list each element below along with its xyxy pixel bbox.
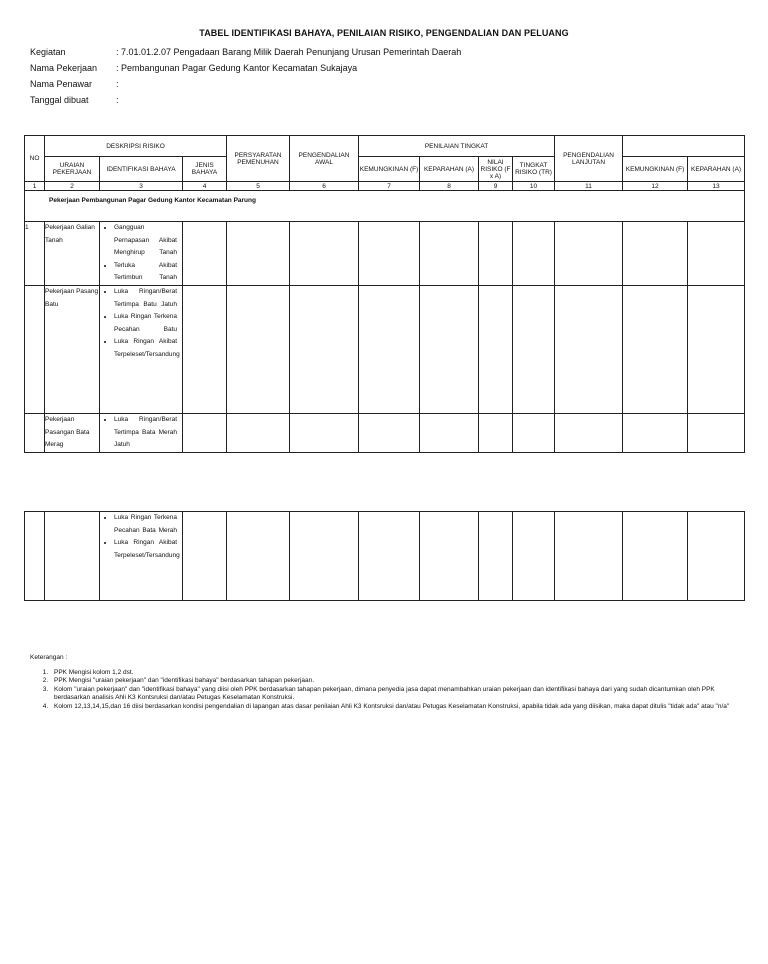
cell <box>359 222 420 286</box>
header-pengendalian-lanjutan: PENGENDALIAN LANJUTAN <box>555 136 623 182</box>
hazard-item: • Luka Ringan Terkena Pecahan Bata Merah <box>114 512 179 537</box>
identifikasi-bahaya <box>100 414 183 453</box>
col-number: 9 <box>479 182 513 191</box>
header-keparahan: KEPARAHAN (A) <box>420 157 479 182</box>
cell <box>290 222 359 286</box>
cell <box>420 414 479 453</box>
cell <box>420 512 479 601</box>
hazard-item: • Luka Ringan Akibat Terpeleset/Tersandung <box>114 336 179 361</box>
cell <box>513 286 555 414</box>
hazard-item: • Terluka Akibat Tertimbun Tanah <box>114 260 179 285</box>
table-row <box>25 414 745 453</box>
header-penilaian-tingkat: PENILAIAN TINGKAT <box>359 136 555 157</box>
col-number: 1 <box>25 182 45 191</box>
header-kemungkinan-2: KEMUNGKINAN (F) <box>623 157 688 182</box>
cell <box>555 286 623 414</box>
identifikasi-bahaya <box>100 512 183 601</box>
col-number: 6 <box>290 182 359 191</box>
note-item: 4. Kolom 12,13,14,15,dan 16 diisi berdasarkan kondisi pengendalian di lapangan atas dasar penilaian Ahli K3 Kontsruksi dan/atau Petugas Keselamatan Konstruksi, apabila tidak ada yang diisikan, maka dapat ditulis "tidak ada" atau "n/a" <box>50 703 740 711</box>
cell <box>555 222 623 286</box>
meta-value: : Pembangunan Pagar Gedung Kantor Kecamatan Sukajaya <box>116 63 358 73</box>
hazard-item: • Luka Ringan Terkena Pecahan Batu <box>114 311 179 336</box>
col-number: 5 <box>227 182 290 191</box>
meta-label: Nama Penawar <box>30 79 93 89</box>
uraian-pekerjaan: Pekerjaan Galian Tanah <box>45 222 100 286</box>
meta-label: Kegiatan <box>30 47 66 57</box>
header-uraian: URAIAN PEKERJAAN <box>45 157 100 182</box>
meta-row-kegiatan <box>30 44 461 60</box>
cell <box>25 512 45 601</box>
col-number: 13 <box>688 182 745 191</box>
cell <box>688 414 745 453</box>
cell <box>513 222 555 286</box>
cell <box>479 222 513 286</box>
uraian-pekerjaan: Pekerjaan Pasang Batu <box>45 286 100 414</box>
note-item: 3. Kolom "uraian pekerjaan" dan "identifikasi bahaya" yang diisi oleh PPK berdasarkan tahapan pekerjaan, dimana penyedia jasa dapat menambahkan uraian pekerjaan dan identifikasi bahaya dari yang sudah dicantumkan oleh PPK berdasarkan analisis Ahli K3 Kontsruksi dan/atau Petugas Keselamatan Konstruksi. <box>50 686 740 703</box>
meta-label: Nama Pekerjaan <box>30 63 98 73</box>
notes-section <box>30 654 740 711</box>
note-item: 2. PPK Mengisi "uraian pekerjaan" dan "identifikasi bahaya" berdasarkan tahapan pekerjaan. <box>50 677 740 685</box>
meta-value: : <box>116 79 119 89</box>
col-number: 8 <box>420 182 479 191</box>
cell <box>183 222 227 286</box>
document-title: TABEL IDENTIFIKASI BAHAYA, PENILAIAN RISIKO, PENGENDALIAN DAN PELUANG <box>199 28 569 38</box>
header-nilai-risiko: NILAI RISIKO (F x A) <box>479 157 513 182</box>
cell <box>420 222 479 286</box>
cell <box>623 414 688 453</box>
risk-assessment-table <box>24 135 745 453</box>
meta-row-nama-pekerjaan <box>30 60 461 76</box>
header-deskripsi-risiko: DESKRIPSI RISIKO <box>45 136 227 157</box>
section-title: Pekerjaan Pembangunan Pagar Gedung Kantor Kecamatan Parung <box>25 191 745 222</box>
uraian-pekerjaan: Pekerjaan Pasangan Bata Merag <box>45 414 100 453</box>
header-tingkat-risiko: TINGKAT RISIKO (TR) <box>513 157 555 182</box>
cell <box>290 414 359 453</box>
cell <box>227 286 290 414</box>
row-number <box>25 414 45 453</box>
header-no: NO <box>25 136 45 182</box>
meta-value: : 7.01.01.2.07 Pengadaan Barang Milik Daerah Penunjang Urusan Pemerintah Daerah <box>116 47 462 57</box>
cell <box>45 512 100 601</box>
identifikasi-bahaya <box>100 222 183 286</box>
col-number: 4 <box>183 182 227 191</box>
cell <box>290 512 359 601</box>
col-number: 7 <box>359 182 420 191</box>
header-pengendalian-awal: PENGENDALIAN AWAL <box>290 136 359 182</box>
row-number: 1 <box>25 222 45 286</box>
cell <box>623 286 688 414</box>
cell <box>183 512 227 601</box>
table-row <box>25 286 745 414</box>
cell <box>555 512 623 601</box>
hazard-item: • Luka Ringan/Berat Tertimpa Bata Merah Jatuh <box>114 414 179 452</box>
cell <box>623 512 688 601</box>
notes-list <box>30 669 740 711</box>
cell <box>227 414 290 453</box>
cell <box>227 222 290 286</box>
hazard-item: • Luka Ringan Akibat Terpeleset/Tersandung <box>114 537 179 562</box>
header-blank <box>623 136 745 157</box>
cell <box>688 286 745 414</box>
header-keparahan-2: KEPARAHAN (A) <box>688 157 745 182</box>
cell <box>420 286 479 414</box>
col-number: 11 <box>555 182 623 191</box>
cell <box>479 414 513 453</box>
cell <box>359 286 420 414</box>
cell <box>183 414 227 453</box>
cell <box>359 512 420 601</box>
col-number: 12 <box>623 182 688 191</box>
meta-value: : <box>116 95 119 105</box>
table-row <box>25 512 745 601</box>
identifikasi-bahaya <box>100 286 183 414</box>
col-number: 10 <box>513 182 555 191</box>
cell <box>513 512 555 601</box>
cell <box>688 512 745 601</box>
meta-row-tanggal <box>30 92 461 108</box>
header-kemungkinan: KEMUNGKINAN (F) <box>359 157 420 182</box>
cell <box>183 286 227 414</box>
header-identifikasi: IDENTIFIKASI BAHAYA <box>100 157 183 182</box>
cell <box>688 222 745 286</box>
table-row <box>25 222 745 286</box>
hazard-item: • Gangguan Pernapasan Akibat Menghirup Tanah <box>114 222 179 260</box>
col-number: 3 <box>100 182 183 191</box>
note-item: 1. PPK Mengisi kolom 1,2 dst. <box>50 669 740 677</box>
cell <box>479 512 513 601</box>
hazard-item: • Luka Ringan/Berat Tertimpa Batu Jatuh <box>114 286 179 311</box>
cell <box>555 414 623 453</box>
risk-assessment-table-continued <box>24 511 745 601</box>
notes-title: Keterangan : <box>30 654 68 661</box>
row-number <box>25 286 45 414</box>
cell <box>513 414 555 453</box>
cell <box>290 286 359 414</box>
meta-info <box>30 44 461 108</box>
cell <box>479 286 513 414</box>
header-persyaratan: PERSYARATAN PEMENUHAN <box>227 136 290 182</box>
cell <box>359 414 420 453</box>
col-number: 2 <box>45 182 100 191</box>
cell <box>227 512 290 601</box>
cell <box>623 222 688 286</box>
meta-row-nama-penawar <box>30 76 461 92</box>
header-jenis: JENIS BAHAYA <box>183 157 227 182</box>
meta-label: Tanggal dibuat <box>30 95 89 105</box>
